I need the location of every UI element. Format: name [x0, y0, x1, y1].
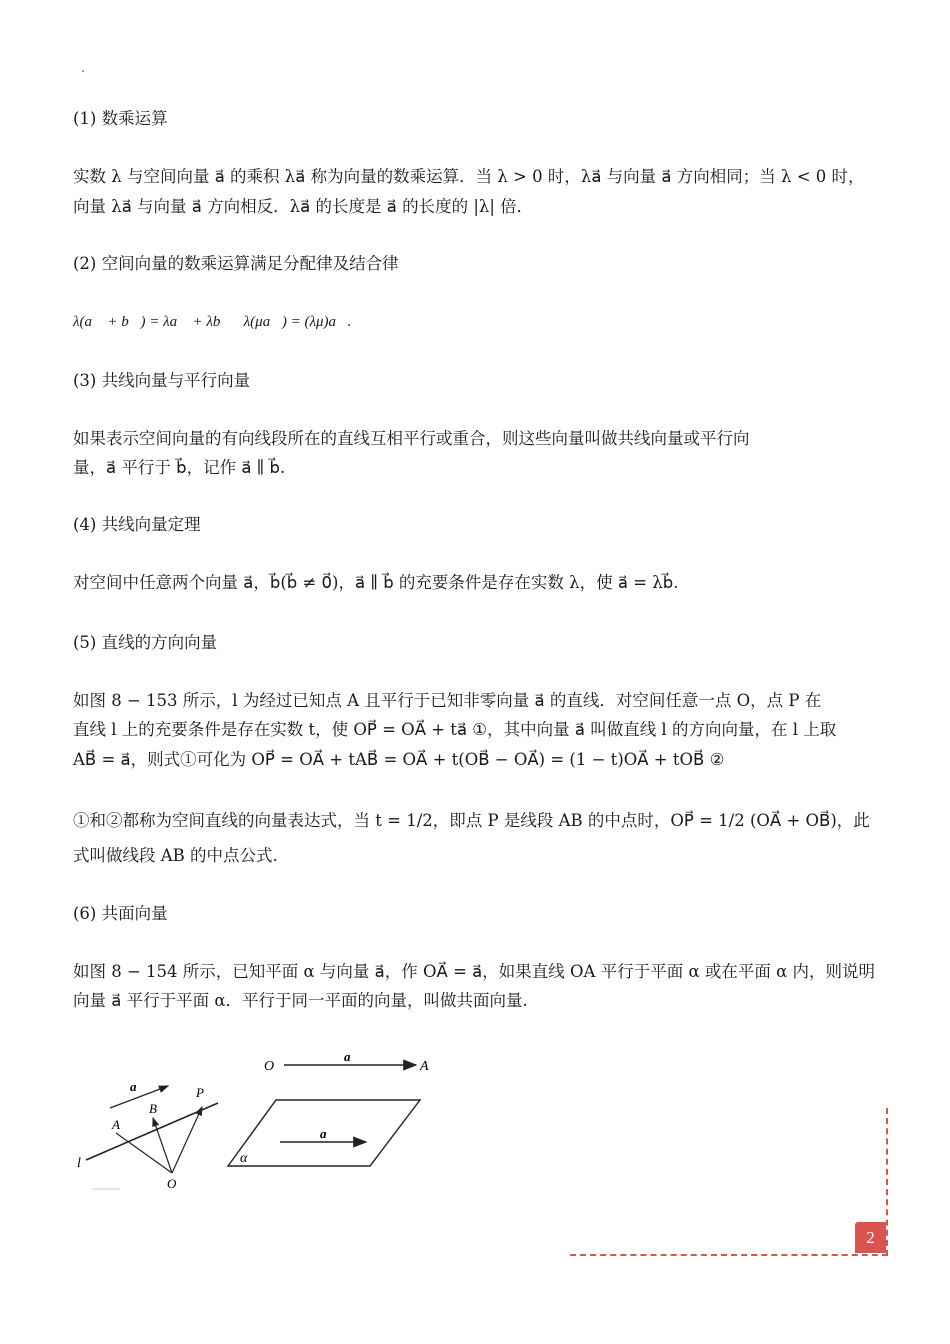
section-3-line-2: 量，a⃗ 平行于 b⃗，记作 a⃗ ∥ b⃗.	[73, 458, 286, 477]
fig2-label-A: A	[420, 1059, 429, 1074]
section-1-heading: (1) 数乘运算	[73, 109, 168, 128]
section-5-line-4: ①和②都称为空间直线的向量表达式，当 t = 1/2，即点 P 是线段 AB 的中点时，OP⃗ = 1/2 (OA⃗ + OB⃗)，此	[73, 811, 870, 830]
section-4-line-1: 对空间中任意两个向量 a⃗，b⃗(b⃗ ≠ 0⃗)，a⃗ ∥ b⃗ 的充要条件是存在实数 λ，使 a⃗ = λb⃗.	[73, 573, 679, 592]
fig1-label-A: A	[112, 1117, 120, 1132]
vector-a	[110, 1086, 168, 1108]
fig1-label-a: a	[130, 1079, 137, 1094]
section-6-heading: (6) 共面向量	[73, 904, 168, 923]
fig2-label-a-plane: a	[320, 1126, 327, 1141]
page-number: 2	[855, 1222, 886, 1253]
section-2-heading: (2) 空间向量的数乘运算满足分配律及结合律	[73, 254, 399, 273]
section-6-line-1: 如图 8 − 154 所示，已知平面 α 与向量 a⃗，作 OA⃗ = a⃗，如果直线 OA 平行于平面 α 或在平面 α 内，则说明	[73, 962, 875, 981]
section-4-heading: (4) 共线向量定理	[73, 515, 201, 534]
fig1-label-l: l	[77, 1156, 81, 1171]
page-corner-dashed-horizontal	[570, 1254, 888, 1256]
fig2-label-a-top: a	[344, 1050, 351, 1064]
section-2-formula: λ(a⃗ + b⃗) = λa⃗ + λb⃗，λ(μa⃗) = (λμ)a⃗.	[73, 314, 352, 330]
section-5-line-1: 如图 8 − 153 所示，l 为经过已知点 A 且平行于已知非零向量 a⃗ 的直线．对空间任意一点 O，点 P 在	[73, 691, 822, 710]
section-5-line-2: 直线 l 上的充要条件是存在实数 t，使 OP⃗ = OA⃗ + ta⃗ ①，其中向量 a⃗ 叫做直线 l 的方向向量，在 l 上取	[73, 720, 837, 739]
section-1-line-2: 向量 λa⃗ 与向量 a⃗ 方向相反．λa⃗ 的长度是 a⃗ 的长度的 |λ| 倍．	[73, 197, 534, 216]
figure-coplanar-vector	[226, 1050, 436, 1172]
fig2-label-alpha: α	[240, 1151, 248, 1166]
fig2-label-O: O	[264, 1059, 275, 1074]
section-5-line-3: AB⃗ = a⃗，则式①可化为 OP⃗ = OA⃗ + tAB⃗ = OA⃗ + t(OB⃗ − OA⃗) = (1 − t)OA⃗ + tOB⃗ ②	[73, 750, 725, 769]
fig1-label-P: P	[196, 1085, 204, 1100]
section-3-line-1: 如果表示空间向量的有向线段所在的直线互相平行或重合，则这些向量叫做共线向量或平行向	[73, 429, 750, 448]
page-corner-dashed-vertical	[886, 1108, 888, 1256]
fig1-label-B: B	[149, 1101, 157, 1116]
fig1-label-O: O	[167, 1176, 177, 1191]
section-3-heading: (3) 共线向量与平行向量	[73, 371, 251, 390]
section-5-line-5: 式叫做线段 AB 的中点公式.	[73, 846, 278, 865]
section-6-line-2: 向量 a⃗ 平行于平面 α．平行于同一平面的向量，叫做共面向量.	[73, 991, 528, 1010]
stray-dot	[82, 70, 84, 72]
segment-OA	[116, 1133, 172, 1173]
section-1-line-1: 实数 λ 与空间向量 a⃗ 的乘积 λa⃗ 称为向量的数乘运算．当 λ > 0 时，λa⃗ 与向量 a⃗ 方向相同；当 λ < 0 时，	[73, 167, 865, 186]
section-5-heading: (5) 直线的方向向量	[73, 633, 218, 652]
figure-line-direction-vector	[72, 1075, 232, 1195]
